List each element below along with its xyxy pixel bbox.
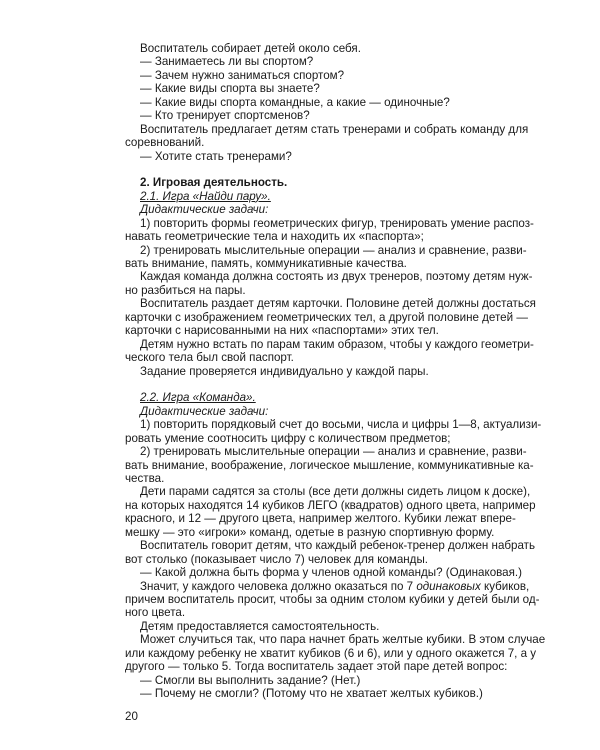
text-line: ческого тела был свой паспорт. bbox=[125, 351, 294, 365]
text-line: причем воспитатель просит, чтобы за одним столом кубики у детей были од- bbox=[125, 592, 540, 606]
text-line: ровать умение соотносить цифру с количеством предметов; bbox=[125, 431, 451, 445]
text-line: на которых находятся 14 кубиков ЛЕГО (квадратов) одного цвета, например bbox=[125, 498, 536, 512]
page-body-text bbox=[125, 42, 546, 700]
paragraph bbox=[125, 243, 527, 271]
emphasized-text: одинаковых bbox=[416, 579, 481, 593]
section-heading bbox=[125, 176, 505, 189]
paragraph-spacer bbox=[125, 378, 505, 391]
text-line: Детям предоставляется самостоятельность. bbox=[140, 619, 380, 633]
text-line: Дидактические задачи: bbox=[140, 404, 269, 418]
text-line: Воспитатель собирает детей около себя. bbox=[140, 42, 361, 55]
text-line: чества. bbox=[125, 472, 165, 485]
paragraph bbox=[125, 55, 505, 68]
subsection-heading bbox=[125, 391, 505, 404]
paragraph bbox=[125, 579, 540, 620]
paragraph bbox=[125, 69, 505, 82]
text-line: 2. Игровая деятельность. bbox=[140, 176, 288, 190]
text-line: Воспитатель предлагает детям стать тренерами и собрать команду для bbox=[140, 122, 529, 136]
paragraph bbox=[125, 445, 534, 485]
text-line: Каждая команда должна состоять из двух тренеров, поэтому детям нуж- bbox=[140, 270, 533, 284]
text-line: Воспитатель говорит детям, что каждый ребенок-тренер должен набрать bbox=[140, 539, 536, 553]
text-line: другого — только 5. Тогда воспитатель задает этой паре детей вопрос: bbox=[125, 660, 508, 674]
text-line: карточки с нарисованными на них «паспортами» этих тел. bbox=[125, 324, 439, 338]
text-line: 2) тренировать мыслительные операции — анализ и сравнение, разви- bbox=[140, 445, 527, 459]
paragraph bbox=[125, 82, 505, 95]
text-line: — Почему не смогли? (Потому что не хватает желтых кубиков.) bbox=[140, 687, 483, 700]
text-line: Дети парами садятся за столы (все дети должны сидеть лицом к доске), bbox=[140, 485, 531, 499]
text-segment: кубиков, bbox=[480, 579, 530, 593]
text-line: красного, и 12 — другого цвета, например желтого. Кубики лежат впере- bbox=[125, 512, 516, 526]
paragraph bbox=[125, 365, 505, 378]
paragraph bbox=[125, 620, 505, 633]
paragraph bbox=[125, 485, 536, 539]
text-line: — Какие виды спорта командные, а какие — одиночные? bbox=[140, 95, 450, 109]
paragraph bbox=[125, 297, 536, 338]
text-line: 1) повторить формы геометрических фигур, тренировать умение распоз- bbox=[140, 216, 534, 230]
subsection-heading bbox=[125, 190, 505, 203]
text-line: — Занимаетесь ли вы спортом? bbox=[140, 55, 314, 69]
paragraph bbox=[125, 109, 505, 122]
text-line: но разбиться на пары. bbox=[125, 283, 246, 297]
text-line: Дидактические задачи: bbox=[140, 203, 269, 217]
paragraph bbox=[125, 418, 542, 445]
text-line: ного цвета. bbox=[125, 606, 186, 620]
paragraph bbox=[125, 633, 546, 674]
text-line: 2.2. Игра «Команда». bbox=[140, 391, 256, 405]
paragraph bbox=[125, 203, 505, 216]
text-line: — Зачем нужно заниматься спортом? bbox=[140, 68, 345, 82]
paragraph bbox=[125, 150, 505, 163]
text-line: — Какие виды спорта вы знаете? bbox=[140, 82, 320, 96]
paragraph bbox=[125, 96, 505, 109]
paragraph bbox=[125, 270, 533, 297]
paragraph bbox=[125, 539, 536, 566]
text-line: — Смогли вы выполнить задание? (Нет.) bbox=[140, 673, 361, 687]
paragraph bbox=[125, 566, 522, 580]
text-line: — Хотите стать тренерами? bbox=[140, 149, 292, 163]
page-number: 20 bbox=[125, 710, 138, 723]
text-line: — Какой должна быть форма у членов одной команды? (Одинаковая.) bbox=[140, 566, 522, 580]
text-line: — Кто тренирует спортсменов? bbox=[140, 109, 310, 123]
text-line: 2) тренировать мыслительные операции — анализ и сравнение, разви- bbox=[140, 243, 527, 257]
text-line: вать внимание, память, коммуникативные качества. bbox=[125, 257, 407, 270]
text-line: Детям нужно встать по парам таким образом, чтобы у каждого геометри- bbox=[140, 337, 534, 351]
paragraph bbox=[125, 674, 505, 687]
paragraph bbox=[125, 687, 505, 700]
text-line: 2.1. Игра «Найди пару». bbox=[140, 189, 271, 203]
text-line: карточки с изображением геометрических тел, а другой половине детей — bbox=[125, 310, 528, 324]
text-line: соревнований. bbox=[125, 136, 205, 150]
paragraph bbox=[125, 405, 505, 418]
text-line: или каждому ребенку не хватит кубиков (6 и 6), или у одного окажется 7, а у bbox=[125, 646, 537, 660]
text-segment: Значит, у каждого человека должно оказаться по 7 bbox=[140, 579, 417, 593]
text-line: 1) повторить порядковый счет до восьми, числа и цифры 1—8, актуализи- bbox=[140, 418, 542, 432]
text-line: Воспитатель раздает детям карточки. Половине детей должны достаться bbox=[140, 297, 536, 311]
text-line bbox=[125, 579, 530, 593]
text-line: вот столько (показывает число 7) человек для команды. bbox=[125, 552, 428, 566]
text-line: навать геометрические тела и находить их «паспорта»; bbox=[125, 230, 424, 244]
paragraph bbox=[125, 337, 534, 365]
text-line: мешку — это «игроки» команд, одетые в разную спортивную форму. bbox=[125, 525, 495, 539]
text-line: вать внимание, воображение, логическое мышление, коммуникативные ка- bbox=[125, 458, 534, 472]
text-line: Может случиться так, что пара начнет брать желтые кубики. В этом случае bbox=[140, 633, 546, 647]
text-line: Задание проверяется индивидуально у каждой пары. bbox=[140, 364, 429, 378]
paragraph-spacer bbox=[125, 163, 505, 176]
paragraph bbox=[125, 122, 529, 150]
paragraph bbox=[125, 42, 505, 55]
paragraph bbox=[125, 216, 534, 244]
